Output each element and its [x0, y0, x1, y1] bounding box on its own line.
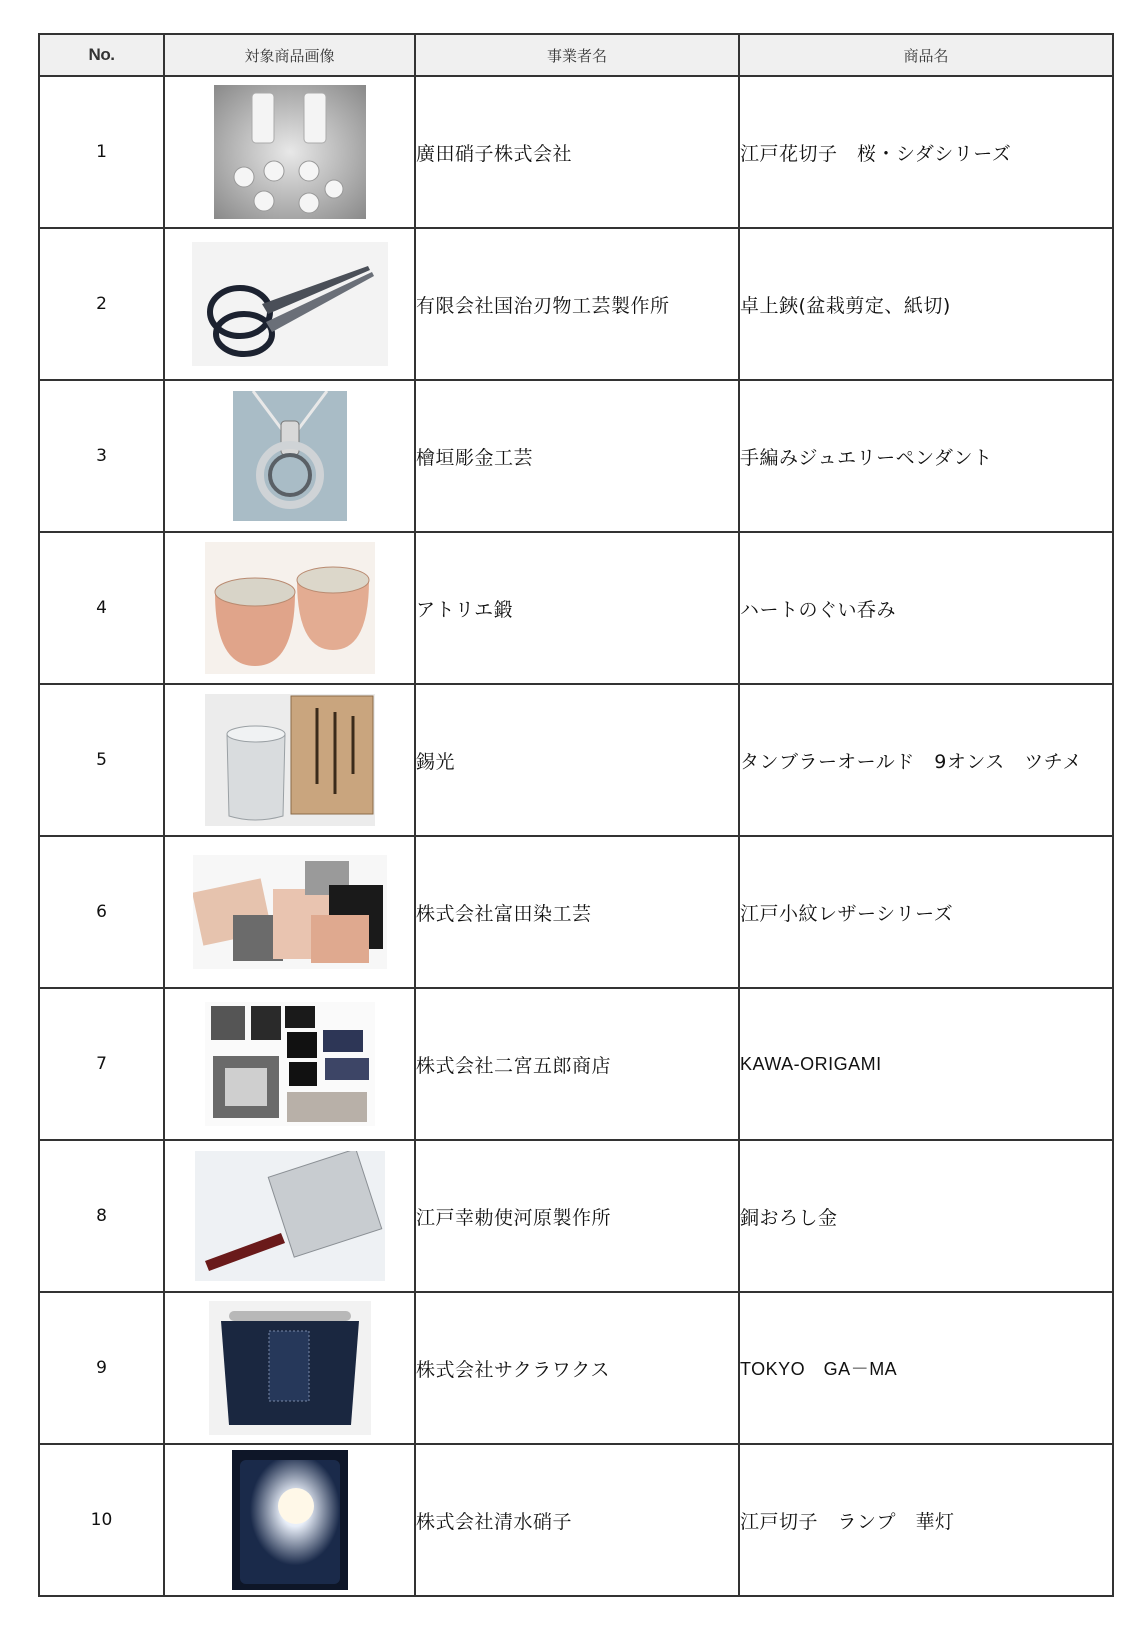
table-row: [39, 988, 1113, 1140]
company-name: 廣田硝子株式会社: [415, 76, 739, 228]
row-number: 2: [39, 228, 164, 380]
product-name: TOKYO GA－MA: [739, 1292, 1113, 1444]
row-number: 5: [39, 684, 164, 836]
header-product: 商品名: [739, 34, 1113, 76]
company-name: 株式会社清水硝子: [415, 1444, 739, 1596]
glassware-photo: [214, 85, 366, 219]
table-row: [39, 532, 1113, 684]
company-name: 株式会社二宮五郎商店: [415, 988, 739, 1140]
header-no: No.: [39, 34, 164, 76]
product-image-cell: [164, 988, 415, 1140]
table-row: [39, 380, 1113, 532]
product-name: 江戸切子 ランプ 華灯: [739, 1444, 1113, 1596]
pendant-photo: [233, 391, 347, 521]
product-name: タンブラーオールド 9オンス ツチメ: [739, 684, 1113, 836]
product-name: KAWA-ORIGAMI: [739, 988, 1113, 1140]
table-row: [39, 836, 1113, 988]
header-company: 事業者名: [415, 34, 739, 76]
product-image-cell: [164, 532, 415, 684]
row-number: 1: [39, 76, 164, 228]
company-name: 檜垣彫金工芸: [415, 380, 739, 532]
product-image-cell: [164, 1292, 415, 1444]
row-number: 4: [39, 532, 164, 684]
tin-tumbler-photo: [205, 694, 375, 826]
product-image-cell: [164, 836, 415, 988]
product-name: 銅おろし金: [739, 1140, 1113, 1292]
table-row: [39, 228, 1113, 380]
leather-pouches-photo: [193, 855, 387, 969]
product-image-cell: [164, 380, 415, 532]
product-table: [38, 33, 1114, 1597]
product-image-cell: [164, 76, 415, 228]
product-image-cell: [164, 1444, 415, 1596]
table-row: [39, 76, 1113, 228]
row-number: 7: [39, 988, 164, 1140]
table-row: [39, 1292, 1113, 1444]
product-image-cell: [164, 228, 415, 380]
scissors-photo: [192, 242, 388, 366]
table-row: [39, 1140, 1113, 1292]
table-header-row: [39, 34, 1113, 76]
row-number: 6: [39, 836, 164, 988]
kawa-origami-photo: [205, 1002, 375, 1126]
lamp-photo: [232, 1450, 348, 1590]
company-name: 株式会社サクラワクス: [415, 1292, 739, 1444]
product-name: 江戸小紋レザーシリーズ: [739, 836, 1113, 988]
company-name: 錫光: [415, 684, 739, 836]
product-name: ハートのぐい呑み: [739, 532, 1113, 684]
product-name: 江戸花切子 桜・シダシリーズ: [739, 76, 1113, 228]
company-name: 江戸幸勅使河原製作所: [415, 1140, 739, 1292]
header-image: 対象商品画像: [164, 34, 415, 76]
company-name: 株式会社富田染工芸: [415, 836, 739, 988]
table-row: [39, 1444, 1113, 1596]
row-number: 10: [39, 1444, 164, 1596]
company-name: 有限会社国治刃物工芸製作所: [415, 228, 739, 380]
product-image-cell: [164, 1140, 415, 1292]
row-number: 8: [39, 1140, 164, 1292]
row-number: 3: [39, 380, 164, 532]
copper-cups-photo: [205, 542, 375, 674]
row-number: 9: [39, 1292, 164, 1444]
grater-photo: [195, 1151, 385, 1281]
product-name: 卓上鋏(盆栽剪定、紙切): [739, 228, 1113, 380]
product-image-cell: [164, 684, 415, 836]
product-name: 手編みジュエリーペンダント: [739, 380, 1113, 532]
company-name: アトリエ鍛: [415, 532, 739, 684]
table-row: [39, 684, 1113, 836]
purse-photo: [209, 1301, 371, 1435]
